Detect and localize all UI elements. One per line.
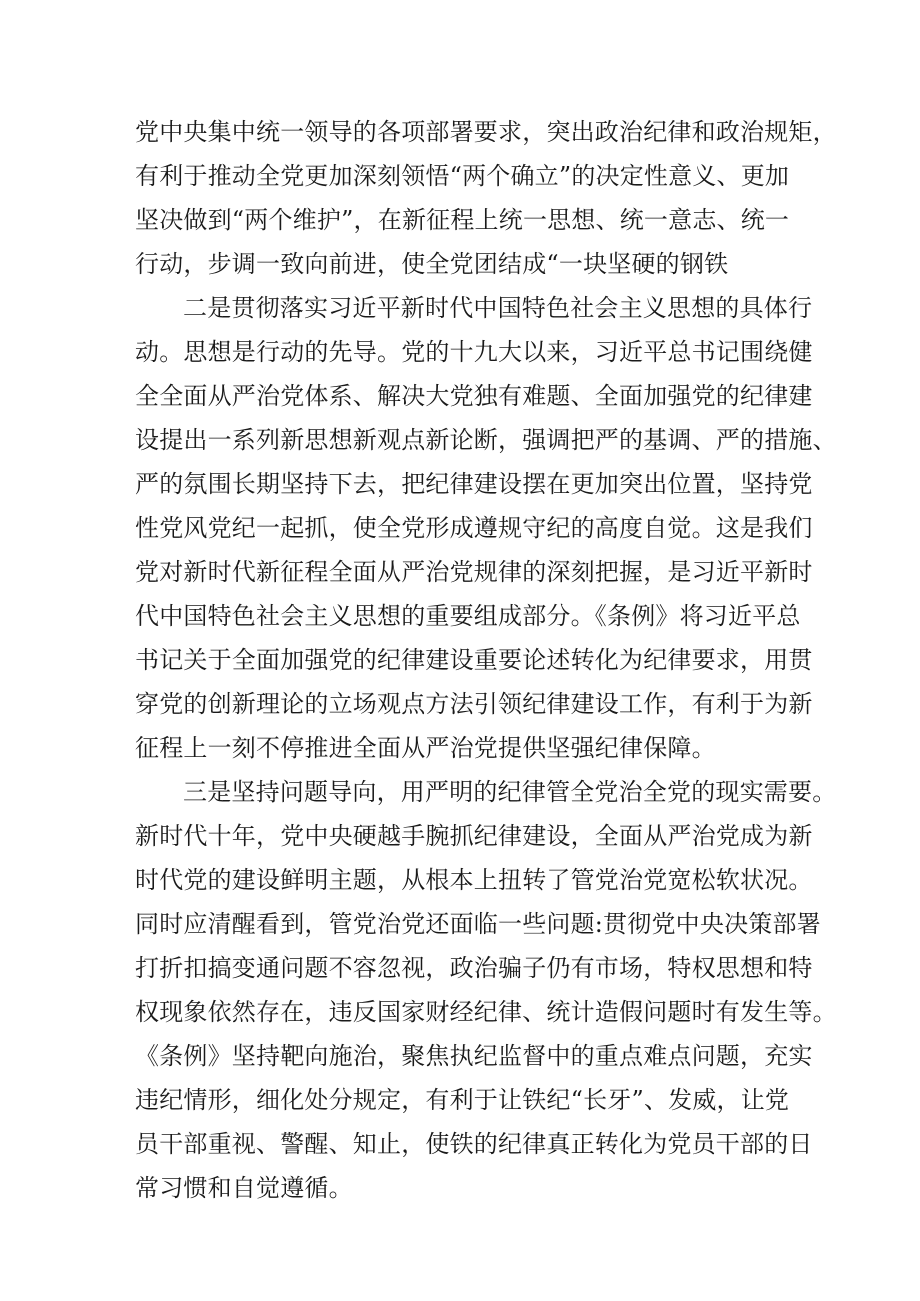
text-line: 员干部重视、警醒、知止，使铁的纪律真正转化为党员干部的日 xyxy=(135,1130,813,1158)
text-line: 《条例》坚持靶向施治，聚焦执纪监督中的重点难点问题，充实 xyxy=(135,1042,813,1070)
text-line: 严的氛围长期坚持下去，把纪律建设摆在更加突出位置，坚持党 xyxy=(135,470,813,498)
text-line: 新时代十年，党中央硬越手腕抓纪律建设，全面从严治党成为新 xyxy=(135,822,813,850)
text-line: 同时应清醒看到，管党治党还面临一些问题:贯彻党中央决策部署 xyxy=(135,910,821,938)
text-line: 性党风党纪一起抓，使全党形成遵规守纪的高度自觉。这是我们 xyxy=(135,514,813,542)
text-line: 行动，步调一致向前进，使全党团结成“一块坚硬的钢铁 xyxy=(135,250,729,278)
paragraph-start-line: 三是坚持问题导向，用严明的纪律管全党治全党的现实需要。 xyxy=(183,778,837,806)
text-line: 动。思想是行动的先导。党的十九大以来，习近平总书记围绕健 xyxy=(135,338,813,366)
text-line: 穿党的创新理论的立场观点方法引领纪律建设工作，有利于为新 xyxy=(135,690,813,718)
paragraph-start-line: 二是贯彻落实习近平新时代中国特色社会主义思想的具体行 xyxy=(183,294,813,322)
text-line: 坚决做到“两个维护”，在新征程上统一思想、统一意志、统一 xyxy=(135,206,790,234)
text-line: 代中国特色社会主义思想的重要组成部分。《条例》将习近平总 xyxy=(135,602,801,630)
text-line: 党对新时代新征程全面从严治党规律的深刻把握，是习近平新时 xyxy=(135,558,813,586)
text-line: 常习惯和自觉遵循。 xyxy=(135,1174,353,1202)
text-line: 时代党的建设鲜明主题，从根本上扭转了管党治党宽松软状况。 xyxy=(135,866,813,894)
text-line: 征程上一刻不停推进全面从严治党提供坚强纪律保障。 xyxy=(135,734,716,762)
text-line: 打折扣搞变通问题不容忽视，政治骗子仍有市场，特权思想和特 xyxy=(135,954,813,982)
text-line: 书记关于全面加强党的纪律建设重要论述转化为纪律要求，用贯 xyxy=(135,646,813,674)
text-line: 有利于推动全党更加深刻领悟“两个确立”的决定性意义、更加 xyxy=(135,162,790,190)
text-line: 违纪情形，细化处分规定，有利于让铁纪“长牙”、发威，让党 xyxy=(135,1086,790,1114)
text-line: 党中央集中统一领导的各项部署要求，突出政治纪律和政治规矩， xyxy=(135,118,837,146)
text-line: 权现象依然存在，违反国家财经纪律、统计造假问题时有发生等。 xyxy=(135,998,837,1026)
text-line: 设提出一系列新思想新观点新论断，强调把严的基调、严的措施、 xyxy=(135,426,837,454)
text-line: 全全面从严治党体系、解决大党独有难题、全面加强党的纪律建 xyxy=(135,382,813,410)
